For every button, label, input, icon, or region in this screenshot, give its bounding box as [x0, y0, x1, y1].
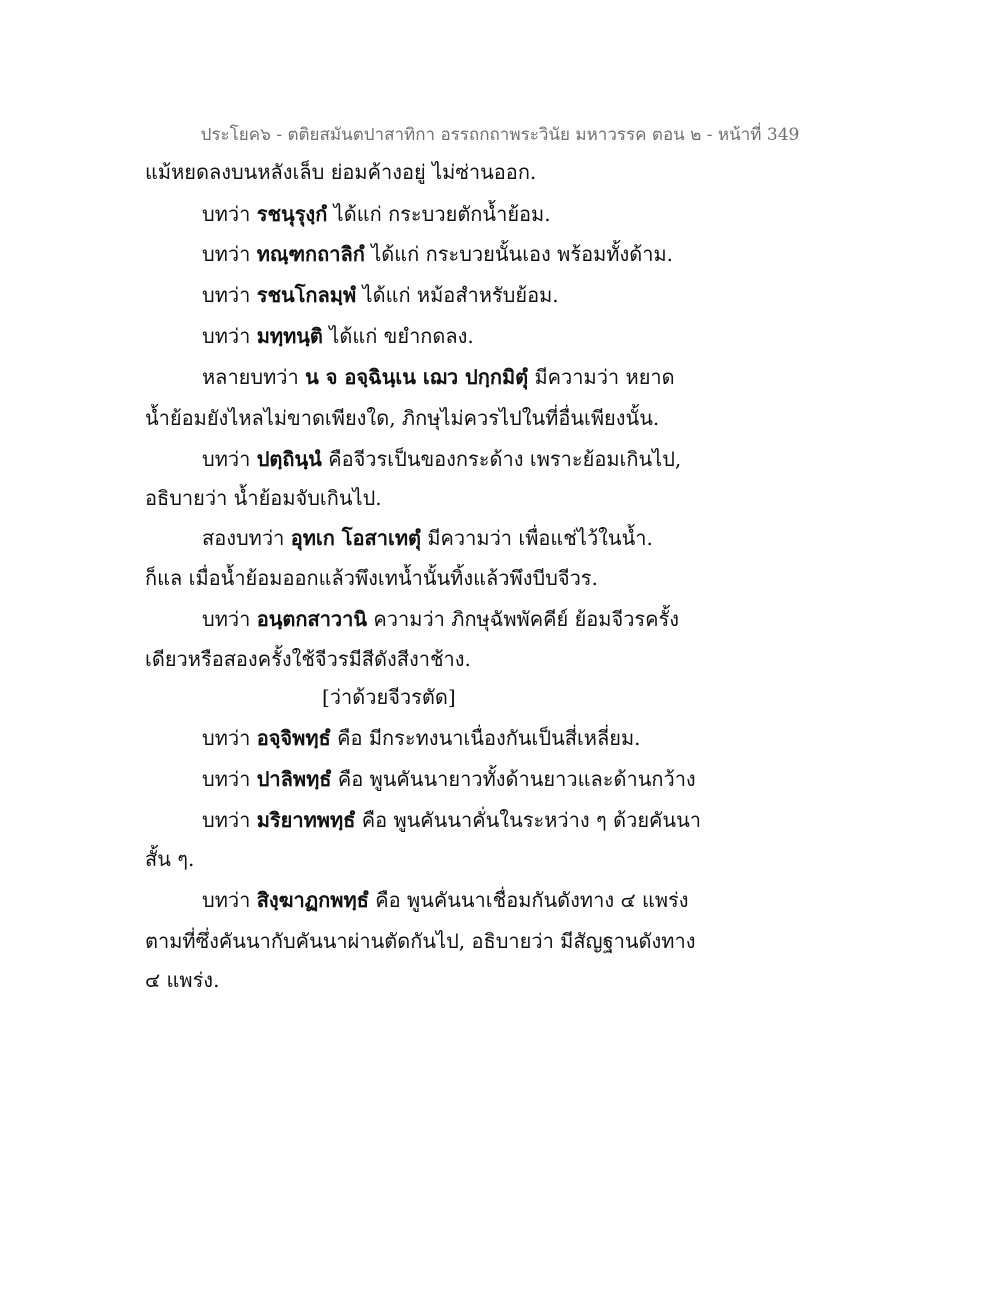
- line-text: คือจีวรเป็นของกระด้าง เพราะย้อมเกินไป,: [321, 447, 682, 471]
- line-text: ๔ แพร่ง.: [145, 968, 220, 992]
- text-line: [202, 445, 681, 473]
- line-text: บทว่า: [202, 726, 257, 750]
- line-text: มีความว่า เพื่อแช่ไว้ในน้ำ.: [421, 526, 653, 550]
- line-text: ได้แก่ กระบวยนั้นเอง พร้อมทั้งด้าม.: [364, 242, 674, 266]
- line-text: ก็แล เมื่อน้ำย้อมออกแล้วพึงเทน้ำนั้นทิ้งแล้วพึงบีบจีวร.: [145, 566, 598, 590]
- line-text: คือ พูนคันนาคั่นในระหว่าง ๆ ด้วยคันนา: [355, 808, 701, 832]
- pali-term: อนฺตกสาวานิ: [256, 607, 368, 631]
- text-line: [202, 524, 653, 552]
- pali-term: สิงฺฆาฏกพทฺธํ: [256, 888, 369, 912]
- text-line: [145, 845, 194, 873]
- line-text: บทว่า: [202, 447, 257, 471]
- text-line: [202, 281, 559, 309]
- text-line: [145, 484, 382, 512]
- line-text: น้ำย้อมยังไหลไม่ขาดเพียงใด, ภิกษุไม่ควรไปในที่อื่นเพียงนั้น.: [145, 406, 660, 430]
- pali-term: อุทเก โอสาเทตุํ: [290, 526, 421, 550]
- line-text: บทว่า: [202, 808, 257, 832]
- pali-term: มทฺทนฺติ: [256, 324, 323, 348]
- pali-term: ทณฺฑกถาลิกํ: [256, 242, 365, 266]
- line-text: คือ มีกระทงนาเนื่องกันเป็นสี่เหลี่ยม.: [330, 726, 641, 750]
- line-text: บทว่า: [202, 242, 257, 266]
- text-line: [202, 240, 673, 268]
- text-line: [202, 363, 675, 391]
- text-line: [145, 966, 219, 994]
- line-text: บทว่า: [202, 283, 257, 307]
- line-text: แม้หยดลงบนหลังเล็บ ย่อมค้างอยู่ ไม่ซ่านออก.: [145, 160, 537, 184]
- text-line: [202, 765, 696, 793]
- line-text: อธิบายว่า น้ำย้อมจับเกินไป.: [145, 486, 382, 510]
- page-header: ประโยค๖ - ตติยสมันตปาสาทิกา อรรถกถาพระวินัย มหาวรรค ตอน ๒ - หน้าที่ 349: [200, 125, 800, 145]
- line-text: บทว่า: [202, 324, 257, 348]
- line-text: ได้แก่ กระบวยตักน้ำย้อม.: [327, 202, 551, 226]
- section-heading: [322, 683, 456, 711]
- line-text: ได้แก่ ขยำกดลง.: [322, 324, 474, 348]
- section-heading-text: [ว่าด้วยจีวรตัด]: [322, 685, 456, 709]
- line-text: คือ พูนคันนาเชื่อมกันดังทาง ๔ แพร่ง: [368, 888, 689, 912]
- line-text: คือ พูนคันนายาวทั้งด้านยาวและด้านกว้าง: [331, 767, 696, 791]
- text-line: [202, 806, 701, 834]
- line-text: สองบทว่า: [202, 526, 291, 550]
- pali-term: อจฺจิพทฺธํ: [256, 726, 331, 750]
- text-line: [145, 645, 471, 673]
- line-text: บทว่า: [202, 888, 257, 912]
- line-text: เดียวหรือสองครั้งใช้จีวรมีสีดังสีงาช้าง.: [145, 647, 471, 671]
- pali-term: รชนุรุงฺกํ: [256, 202, 328, 226]
- text-line: [202, 200, 551, 228]
- pali-term: ปาลิพทฺธํ: [256, 767, 332, 791]
- line-text: มีความว่า หยาด: [528, 365, 675, 389]
- line-text: ได้แก่ หม้อสำหรับย้อม.: [356, 283, 559, 307]
- line-text: หลายบทว่า: [202, 365, 306, 389]
- text-line: [202, 724, 640, 752]
- line-text: ตามที่ซึ่งคันนากับคันนาผ่านตัดกันไป, อธิบายว่า มีสัญฐานดังทาง: [145, 929, 696, 953]
- text-line: [145, 927, 695, 955]
- line-text: บทว่า: [202, 607, 257, 631]
- text-line: [202, 322, 474, 350]
- pali-term: มริยาทพทฺธํ: [256, 808, 356, 832]
- text-line: [202, 886, 689, 914]
- line-text: บทว่า: [202, 202, 257, 226]
- text-line: [145, 564, 598, 592]
- line-text: ความว่า ภิกษุฉัพพัคคีย์ ย้อมจีวรครั้ง: [367, 607, 680, 631]
- text-line: [145, 158, 536, 186]
- pali-term: น จ อจฺฉินฺเน เฌว ปกฺกมิตุํ: [305, 365, 529, 389]
- pali-term: รชนโกลมฺพํ: [256, 283, 357, 307]
- line-text: สั้น ๆ.: [145, 847, 195, 871]
- text-line: [202, 605, 679, 633]
- line-text: บทว่า: [202, 767, 257, 791]
- pali-term: ปตฺถินฺนํ: [256, 447, 322, 471]
- text-line: [145, 404, 659, 432]
